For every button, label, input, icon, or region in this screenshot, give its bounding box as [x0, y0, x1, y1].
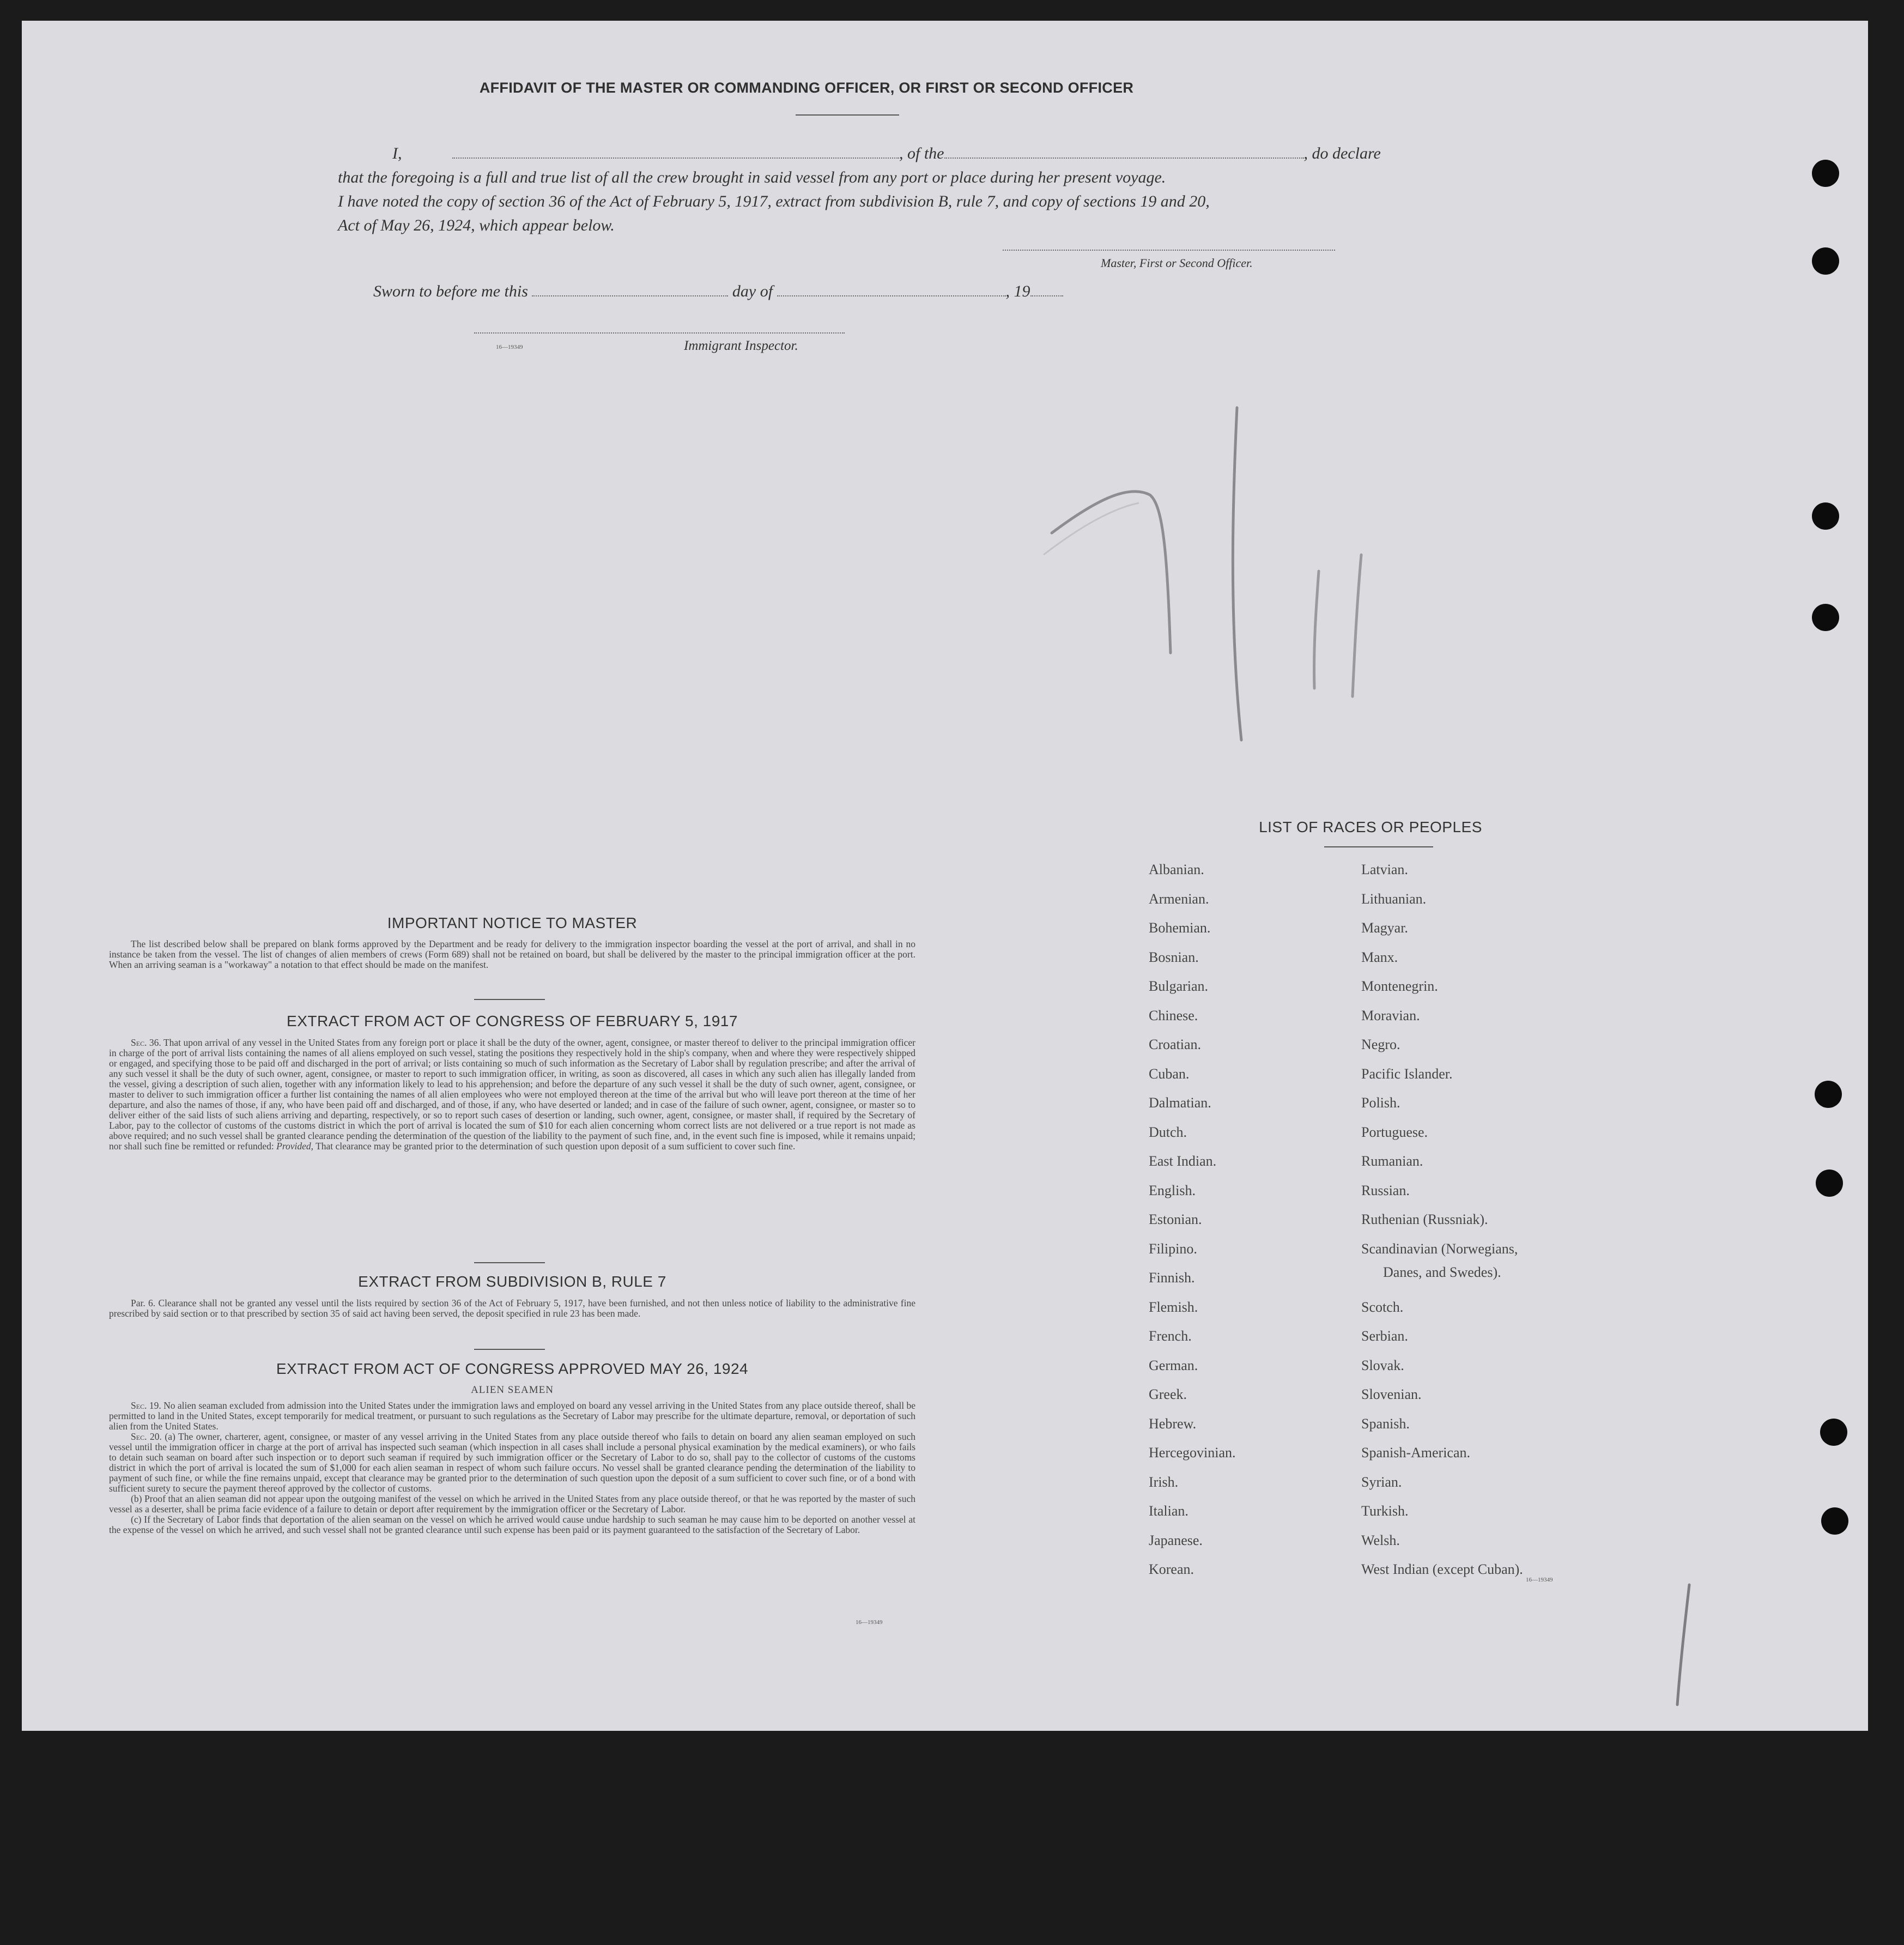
name-blank[interactable]	[452, 157, 899, 159]
title-divider	[796, 114, 899, 116]
extract-1924-title: EXTRACT FROM ACT OF CONGRESS APPROVED MAY 26, 1924	[276, 1360, 749, 1377]
affidavit-declaration	[338, 142, 1395, 238]
binder-hole	[1821, 1507, 1848, 1535]
race-item: Hercegovinian.	[1149, 1445, 1236, 1461]
proviso-text: That clearance may be granted prior to the determination of such question upon deposit of a sum sufficient to cover such fine.	[316, 1141, 796, 1152]
race-item: German.	[1149, 1357, 1198, 1373]
sec-20c: (c) If the Secretary of Labor finds that deportation of the alien seaman on the vessel on which he arrived would cause undue hardship to such seaman he may cause him to be deported on another vessel at the expense of the vessel on which he arrived, and such vessel shall not be granted clearance until such expense has been paid or its payment guaranteed to the satisfaction of the Secretary of Labor.	[109, 1514, 915, 1535]
race-item: Ruthenian (Russniak).	[1361, 1211, 1488, 1227]
sworn-line	[373, 282, 1063, 301]
pencil-mark-bottom	[1667, 1939, 1668, 1940]
alien-seamen-subtitle: ALIEN SEAMEN	[471, 1384, 554, 1396]
vessel-blank[interactable]	[944, 157, 1304, 159]
inspector-signature-blank[interactable]	[474, 332, 845, 334]
form-number-bottom-left: 16—19349	[856, 1619, 883, 1626]
pencil-stroke-5	[1353, 555, 1361, 696]
race-item: Hebrew.	[1149, 1415, 1197, 1432]
race-item: Russian.	[1361, 1182, 1410, 1198]
race-item: Latvian.	[1361, 862, 1408, 877]
races-title: LIST OF RACES OR PEOPLES	[1259, 819, 1482, 835]
sworn-day-blank[interactable]	[532, 295, 728, 296]
race-item: Dutch.	[1149, 1124, 1187, 1140]
binder-hole	[1816, 1170, 1843, 1197]
race-item: Turkish.	[1361, 1503, 1409, 1519]
race-item: Negro.	[1361, 1037, 1400, 1052]
binder-hole	[1812, 604, 1839, 631]
race-item: Syrian.	[1361, 1474, 1402, 1490]
affidavit-title: AFFIDAVIT OF THE MASTER OR COMMANDING OFFICER, OR FIRST OR SECOND OFFICER	[479, 80, 1134, 96]
race-item: West Indian (except Cuban).	[1361, 1561, 1523, 1577]
sec-20a-text: (a) The owner, charterer, agent, consignee, or master of any vessel arriving in the United States from any place outside thereof who fails to detain on board any alien seaman employed on such vessel until the immigration officer in charge at the port of arrival has inspected such seaman (which inspection in all cases shall include a personal physical examination by the medical examiners), or who fails to detain such seaman on board after such inspection or to deport such seaman if required by such immigration officer or the Secretary of Labor to do so, shall pay to the collector of customs of the customs district in which the port of arrival is located the sum of $1,000 for each alien seaman in respect of whom such failure occurs. No vessel shall be granted clearance pending the determination of the liability to payment of such fine, or while the fine remains unpaid, except that clearance may be granted prior to the determination of such question upon the deposit of a sum sufficient to cover such fine, or of a bond with sufficient surety to secure the payment thereof approved by the collector of customs.	[109, 1431, 915, 1494]
race-item: Chinese.	[1149, 1007, 1198, 1023]
form-number-races: 16—19349	[1526, 1577, 1553, 1583]
race-item: Scandinavian (Norwegians,	[1361, 1240, 1518, 1257]
races-divider	[1324, 846, 1433, 847]
sec-19-text: No alien seaman excluded from admission into the United States under the immigration laws and employed on board any vessel arriving in the United States from any place outside thereof, shall be permitted to land in the United States, except temporarily for medical treatment, or pursuant to such regulations as the Secretary of Labor may prescribe for the ultimate departure, removal, or deportation of such alien from the United States.	[109, 1400, 915, 1432]
race-item: Montenegrin.	[1361, 978, 1438, 994]
race-item: Flemish.	[1149, 1299, 1198, 1315]
proviso-label: Provided,	[276, 1141, 313, 1152]
race-item: Scotch.	[1361, 1299, 1404, 1315]
race-item: Slovak.	[1361, 1357, 1404, 1373]
race-item: Estonian.	[1149, 1211, 1202, 1227]
inspector-label: Immigrant Inspector.	[684, 338, 798, 353]
race-item: Irish.	[1149, 1474, 1179, 1490]
race-item: Serbian.	[1361, 1328, 1408, 1344]
race-item: Bosnian.	[1149, 949, 1199, 965]
race-item: Rumanian.	[1361, 1153, 1423, 1169]
extract-1917-body	[109, 1038, 915, 1152]
notice-body: The list described below shall be prepared on blank forms approved by the Department and be ready for delivery to the immigration inspector boarding the vessel at the port of arrival, and shall in no instance be taken from the vessel. The list of changes of alien members of crews (Form 689) shall not be retained on board, but shall be delivered by the master to the principal immigration officer at the port. When an arriving seaman is a "workaway" a notation to that effect should be made on the manifest.	[109, 938, 915, 970]
divider-3	[474, 1349, 545, 1350]
race-item: Spanish-American.	[1361, 1445, 1471, 1461]
race-item: Croatian.	[1149, 1037, 1202, 1052]
affidavit-line-4: Act of May 26, 1924, which appear below.	[338, 216, 615, 234]
race-item: Japanese.	[1149, 1532, 1203, 1548]
sworn-month-blank[interactable]	[777, 295, 1006, 296]
affidavit-line-3: I have noted the copy of section 36 of the Act of February 5, 1917, extract from subdivision B, rule 7, and copy of sections 19 and 20,	[338, 192, 1210, 210]
race-item: Manx.	[1361, 949, 1398, 965]
pencil-marks	[1030, 391, 1384, 882]
extract-rule7-body: Par. 6. Clearance shall not be granted any vessel until the lists required by section 36 of the Act of February 5, 1917, have been furnished, and not then unless notice of liability to the administrative fine prescribed by said section or to that prescribed by section 35 of said act having been served, the deposit specified in rule 23 has been made.	[109, 1298, 915, 1319]
binder-hole	[1820, 1419, 1847, 1446]
race-item: Moravian.	[1361, 1007, 1420, 1023]
race-item-continued: Danes, and Swedes).	[1383, 1264, 1501, 1280]
sworn-prefix: Sworn to before me this	[373, 282, 528, 300]
race-item: Finnish.	[1149, 1270, 1195, 1286]
binder-hole	[1812, 160, 1839, 187]
sec-19-label: Sec. 19.	[131, 1400, 161, 1411]
races-left-column	[1149, 862, 1236, 1591]
divider-2	[474, 1262, 545, 1263]
divider-1	[474, 999, 545, 1000]
binder-hole	[1815, 1081, 1842, 1108]
race-item: Armenian.	[1149, 890, 1209, 907]
race-item: Welsh.	[1361, 1532, 1400, 1548]
race-item: Polish.	[1361, 1095, 1400, 1111]
sworn-year: , 19	[1005, 282, 1030, 300]
race-item: English.	[1149, 1182, 1196, 1198]
race-item: Italian.	[1149, 1503, 1189, 1519]
pencil-stroke-1	[1052, 492, 1171, 653]
sec-19	[109, 1401, 915, 1432]
affidavit-i: I,	[392, 144, 402, 162]
master-signature-label: Master, First or Second Officer.	[1101, 256, 1253, 270]
master-signature-blank[interactable]	[1003, 250, 1335, 251]
sec-20b: (b) Proof that an alien seaman did not appear upon the outgoing manifest of the vessel on which he arrived in the United States from any place outside thereof, or that he was reported by the master of such vessel as a deserter, shall be prima facie evidence of a failure to detain or deport after requirement by the immigration officer or the Secretary of Labor.	[109, 1493, 915, 1514]
binder-hole	[1812, 502, 1839, 530]
race-item: East Indian.	[1149, 1153, 1217, 1169]
form-number-top: 16—19349	[496, 344, 523, 350]
extract-rule7-title: EXTRACT FROM SUBDIVISION B, RULE 7	[358, 1273, 666, 1290]
race-item: Greek.	[1149, 1386, 1187, 1402]
race-item: Portuguese.	[1361, 1124, 1428, 1140]
extract-1924-body	[109, 1401, 915, 1535]
affidavit-do-declare: , do declare	[1303, 144, 1381, 162]
sec-20a	[109, 1432, 915, 1494]
pencil-stroke-3	[1233, 408, 1241, 740]
race-item: Magyar.	[1361, 920, 1408, 936]
affidavit-of-the: , of the	[899, 144, 944, 162]
sworn-year-blank[interactable]	[1030, 295, 1063, 296]
binder-hole	[1812, 247, 1839, 275]
sec-36-text: That upon arrival of any vessel in the United States from any foreign port or place it shall be the duty of the owner, agent, consignee, or master thereof to deliver to the principal immigration officer in charge of the port of arrival lists containing the names of all aliens employed on such vessel, stating the positions they respectively hold in the ship's company, when and where they were respectively shipped or engaged, and specifying those to be paid off and discharged in the port of arrival; or lists containing so much of such information as the Secretary of Labor shall by regulation prescribe; and after the arrival of any such vessel it shall be the duty of such owner, agent, consignee, or master to report to such immigration officer, in writing, as soon as discovered, all cases in which any such alien has illegally landed from the vessel, giving a description of such alien, together with any information likely to lead to his apprehension; and before the departure of any such vessel it shall be the duty of such owner, agent, consignee, or master to deliver to such immigration officer a further list containing the names of all alien employees who were not employed thereon at the time of the arrival but who will leave port thereon at the time of her departure, and also the names of those, if any, who have been paid off and discharged, and of those, if any, who have deserted or landed; and in case of the failure of such owner, agent, consignee, or master so to deliver either of the said lists of such aliens arriving and departing, respectively, or so to report such cases of desertion or landing, such owner, agent, consignee, or master shall, if required by the Secretary of Labor, pay to the collector of customs of the customs district in which the port of arrival is located the sum of $10 for each alien concerning whom correct lists are not delivered or a true report is not made as above required; and no such vessel shall be granted clearance pending the determination of the question of the liability to the payment of such fine, and, in the event such fine is imposed, while it remains unpaid; nor shall such fine be remitted or refunded:	[109, 1037, 915, 1152]
extract-1917-title: EXTRACT FROM ACT OF CONGRESS OF FEBRUARY 5, 1917	[287, 1013, 738, 1029]
race-item: Albanian.	[1149, 862, 1204, 877]
race-item: Spanish.	[1361, 1415, 1410, 1432]
race-item: Slovenian.	[1361, 1386, 1422, 1402]
race-item: Bohemian.	[1149, 920, 1211, 936]
race-item: French.	[1149, 1328, 1192, 1344]
notice-title: IMPORTANT NOTICE TO MASTER	[387, 914, 638, 931]
sworn-day-of: day of	[732, 282, 773, 300]
race-item: Cuban.	[1149, 1065, 1190, 1082]
race-item: Lithuanian.	[1361, 890, 1427, 907]
race-item: Pacific Islander.	[1361, 1065, 1453, 1082]
races-right-column	[1361, 862, 1523, 1591]
race-item: Dalmatian.	[1149, 1095, 1211, 1111]
affidavit-line-2: that the foregoing is a full and true list of all the crew brought in said vessel from any port or place during her present voyage.	[338, 168, 1166, 186]
race-item: Bulgarian.	[1149, 978, 1209, 994]
race-item: Filipino.	[1149, 1240, 1197, 1257]
sec-20-label: Sec. 20.	[131, 1431, 162, 1442]
sec-36-label: Sec. 36.	[131, 1037, 161, 1048]
race-item: Korean.	[1149, 1561, 1194, 1577]
pencil-tick	[1667, 1579, 1700, 1710]
pencil-stroke-4	[1314, 571, 1319, 688]
document-page	[22, 21, 1868, 1731]
